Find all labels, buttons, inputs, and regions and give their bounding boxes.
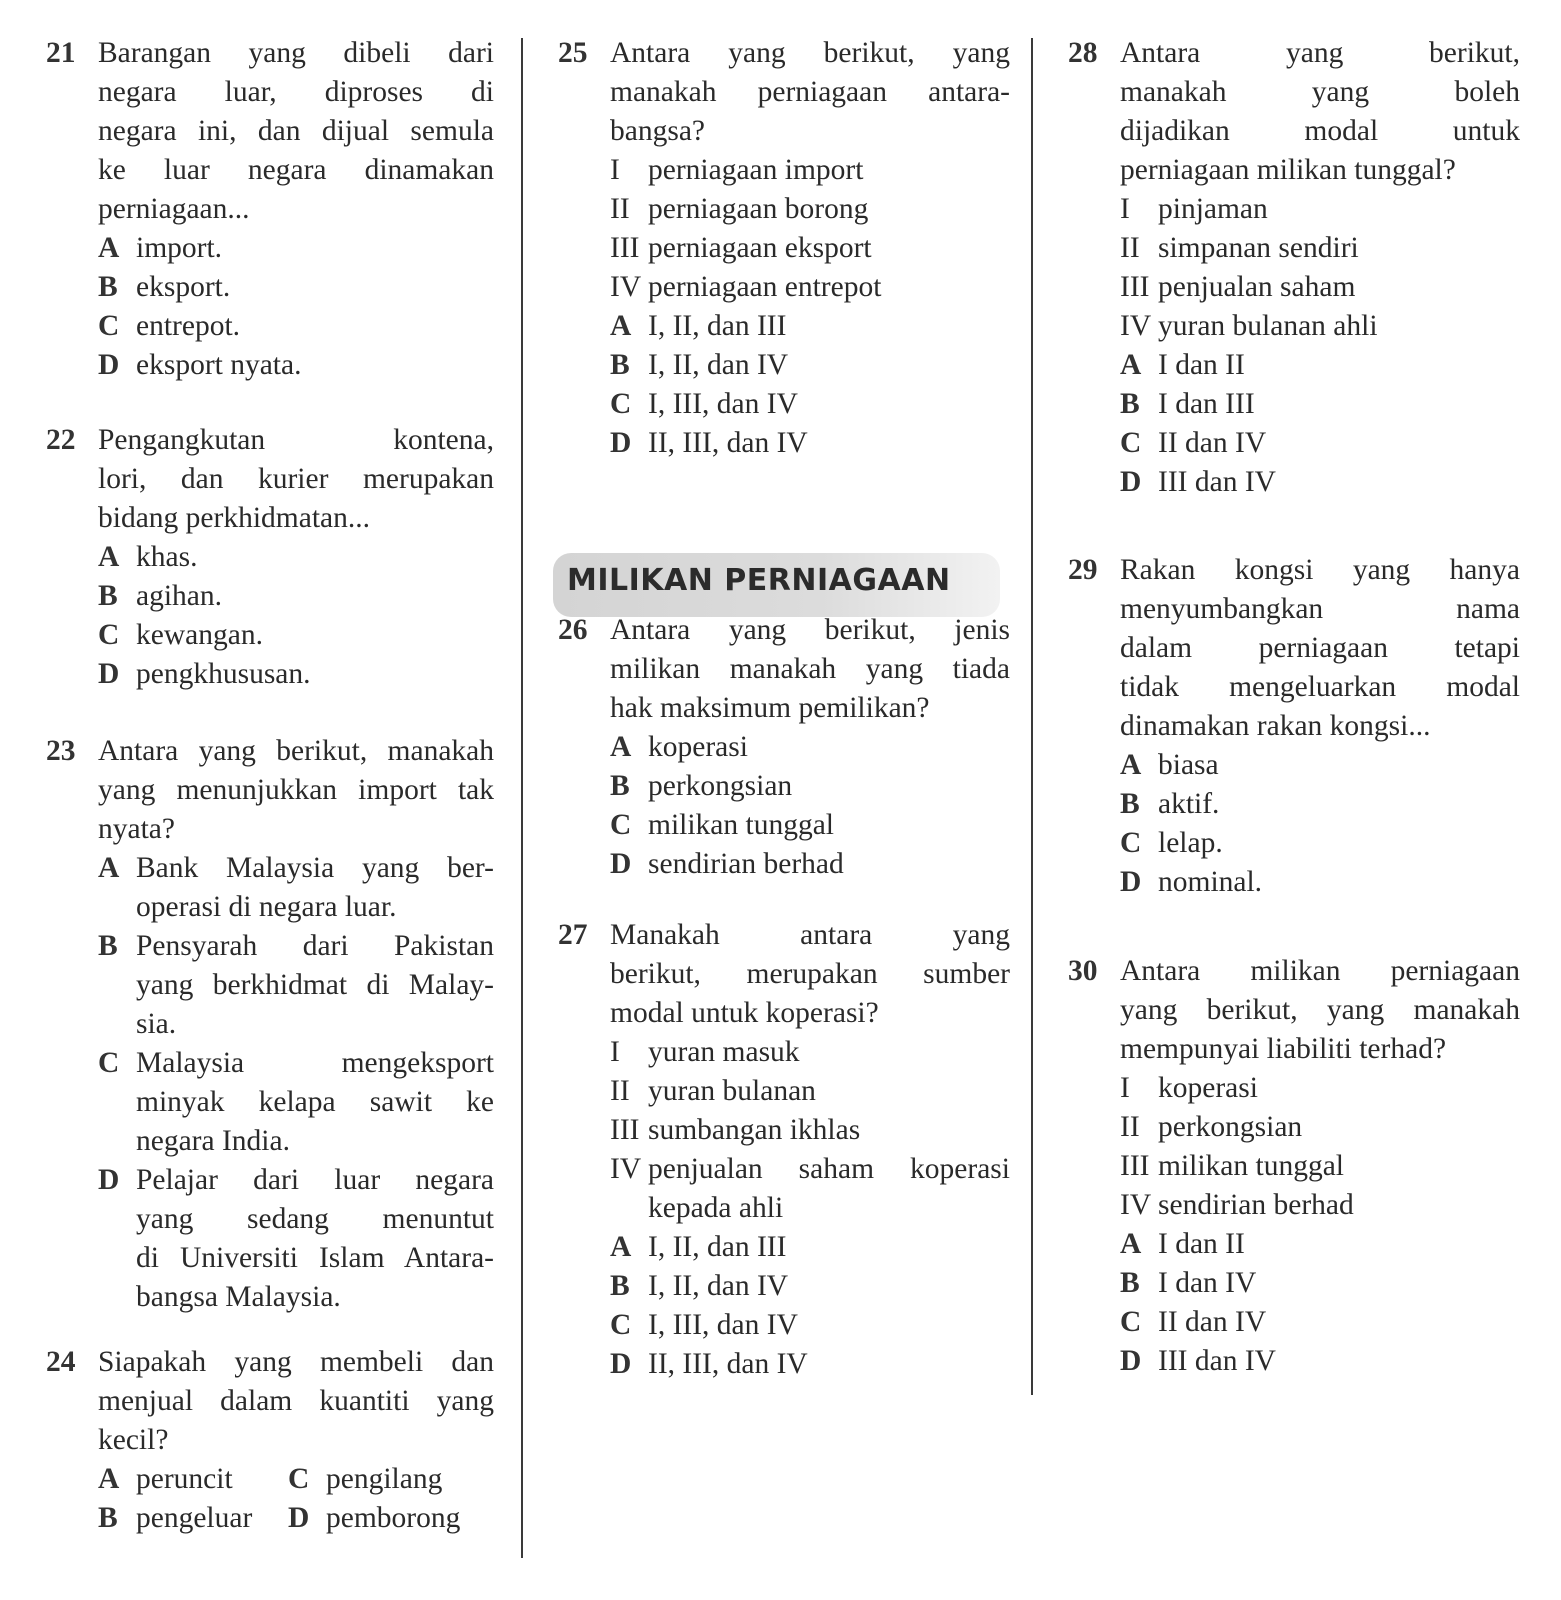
option-a[interactable]: A koperasi	[610, 731, 748, 763]
option-a[interactable]: A peruncit	[98, 1463, 233, 1495]
option-c[interactable]: C Malaysia mengeksport minyak kelapa sawit ke negara India.	[98, 1047, 494, 1157]
question-number: 27	[558, 919, 588, 951]
option-d[interactable]: D sendirian berhad	[610, 848, 844, 880]
question-21	[46, 34, 494, 385]
question-number: 23	[46, 735, 76, 767]
option-c[interactable]: C I, III, dan IV	[610, 1309, 798, 1341]
option-b[interactable]: B eksport.	[98, 271, 231, 303]
statement-ii: II simpanan sendiri	[1120, 232, 1359, 264]
option-b[interactable]: B perkongsian	[610, 770, 793, 802]
option-d[interactable]: D pemborong	[288, 1502, 461, 1534]
statement-i: I yuran masuk	[610, 1036, 800, 1068]
option-b[interactable]: B agihan.	[98, 580, 223, 612]
option-c[interactable]: C pengilang	[288, 1463, 443, 1495]
statement-i: I perniagaan import	[610, 154, 864, 186]
option-b[interactable]: B aktif.	[1120, 788, 1220, 820]
question-stem: Manakah antara yang berikut, merupakan sumber modal untuk koperasi?	[610, 919, 1010, 1029]
option-c[interactable]: C II dan IV	[1120, 1306, 1267, 1338]
statement-iii: III sumbangan ikhlas	[610, 1114, 861, 1146]
option-d[interactable]: D III dan IV	[1120, 1345, 1276, 1377]
question-26	[558, 611, 1010, 884]
option-d[interactable]: D III dan IV	[1120, 466, 1276, 498]
statement-iii: III penjualan saham	[1120, 271, 1356, 303]
statement-iv: IV perniagaan entrepot	[610, 271, 882, 303]
option-b[interactable]: B Pensyarah dari Pakistan yang berkhidmat di Malay- sia.	[98, 930, 494, 1040]
option-a[interactable]: A I dan II	[1120, 349, 1245, 381]
question-number: 24	[46, 1346, 76, 1378]
option-c[interactable]: C II dan IV	[1120, 427, 1267, 459]
statement-ii: II yuran bulanan	[610, 1075, 816, 1107]
option-a[interactable]: A I, II, dan III	[610, 310, 787, 342]
option-d[interactable]: D Pelajar dari luar negara yang sedang menuntut di Universiti Islam Antara- bangsa Malaysia.	[98, 1164, 494, 1313]
option-a[interactable]: A biasa	[1120, 749, 1219, 781]
question-number: 29	[1068, 554, 1098, 586]
option-c[interactable]: C milikan tunggal	[610, 809, 834, 841]
option-b[interactable]: B I, II, dan IV	[610, 349, 789, 381]
statement-iii: III milikan tunggal	[1120, 1150, 1344, 1182]
question-stem: Antara yang berikut, yang manakah perniagaan antara- bangsa?	[610, 37, 1010, 147]
question-number: 30	[1068, 955, 1098, 987]
section-title: MILIKAN PERNIAGAAN	[567, 563, 951, 598]
question-stem: Antara yang berikut, jenis milikan manakah yang tiada hak maksimum pemilikan?	[610, 614, 1010, 724]
statement-i: I pinjaman	[1120, 193, 1268, 225]
option-b[interactable]: B I, II, dan IV	[610, 1270, 789, 1302]
statement-ii: II perniagaan borong	[610, 193, 869, 225]
section-heading	[553, 553, 1000, 617]
option-a[interactable]: A I dan II	[1120, 1228, 1245, 1260]
question-number: 28	[1068, 37, 1098, 69]
question-29	[1068, 551, 1520, 902]
question-24	[46, 1343, 494, 1538]
question-stem: Rakan kongsi yang hanya menyumbangkan nama dalam perniagaan tetapi tidak mengeluarkan modal dinamakan rakan kongsi...	[1120, 554, 1520, 742]
option-c[interactable]: C entrepot.	[98, 310, 241, 342]
option-b[interactable]: B I dan III	[1120, 388, 1255, 420]
option-c[interactable]: C kewangan.	[98, 619, 263, 651]
option-d[interactable]: D II, III, dan IV	[610, 1348, 808, 1380]
question-number: 21	[46, 37, 76, 69]
question-stem: Pengangkutan kontena, lori, dan kurier merupakan bidang perkhidmatan...	[98, 424, 494, 534]
option-a[interactable]: A khas.	[98, 541, 198, 573]
column-divider-left	[521, 38, 523, 1558]
statement-iv: IV penjualan saham koperasi kepada ahli	[610, 1153, 1010, 1224]
question-stem: Barangan yang dibeli dari negara luar, diproses di negara ini, dan dijual semula ke luar negara dinamakan perniagaan...	[98, 37, 494, 225]
option-b[interactable]: B I dan IV	[1120, 1267, 1257, 1299]
statement-iv: IV sendirian berhad	[1120, 1189, 1354, 1221]
question-stem: Antara milikan perniagaan yang berikut, yang manakah mempunyai liabiliti terhad?	[1120, 955, 1520, 1065]
statement-ii: II perkongsian	[1120, 1111, 1303, 1143]
option-a[interactable]: A Bank Malaysia yang ber- operasi di negara luar.	[98, 852, 494, 923]
question-28	[1068, 34, 1520, 502]
option-d[interactable]: D pengkhususan.	[98, 658, 311, 690]
option-c[interactable]: C I, III, dan IV	[610, 388, 798, 420]
question-stem: Antara yang berikut, manakah yang boleh dijadikan modal untuk perniagaan milikan tunggal?	[1120, 37, 1520, 186]
option-a[interactable]: A I, II, dan III	[610, 1231, 787, 1263]
question-stem: Antara yang berikut, manakah yang menunjukkan import tak nyata?	[98, 735, 494, 845]
option-b[interactable]: B pengeluar	[98, 1502, 253, 1534]
option-d[interactable]: D eksport nyata.	[98, 349, 302, 381]
question-number: 25	[558, 37, 588, 69]
question-22	[46, 421, 494, 694]
question-30	[1068, 952, 1520, 1381]
statement-i: I koperasi	[1120, 1072, 1258, 1104]
statement-iii: III perniagaan eksport	[610, 232, 872, 264]
question-number: 22	[46, 424, 76, 456]
statement-iv: IV yuran bulanan ahli	[1120, 310, 1378, 342]
question-stem: Siapakah yang membeli dan menjual dalam kuantiti yang kecil?	[98, 1346, 494, 1456]
option-a[interactable]: A import.	[98, 232, 223, 264]
question-25	[558, 34, 1010, 463]
question-23	[46, 732, 494, 1317]
option-c[interactable]: C lelap.	[1120, 827, 1223, 859]
question-number: 26	[558, 614, 588, 646]
column-divider-right	[1031, 38, 1033, 1395]
question-27	[558, 916, 1010, 1384]
option-d[interactable]: D nominal.	[1120, 866, 1263, 898]
option-d[interactable]: D II, III, dan IV	[610, 427, 808, 459]
